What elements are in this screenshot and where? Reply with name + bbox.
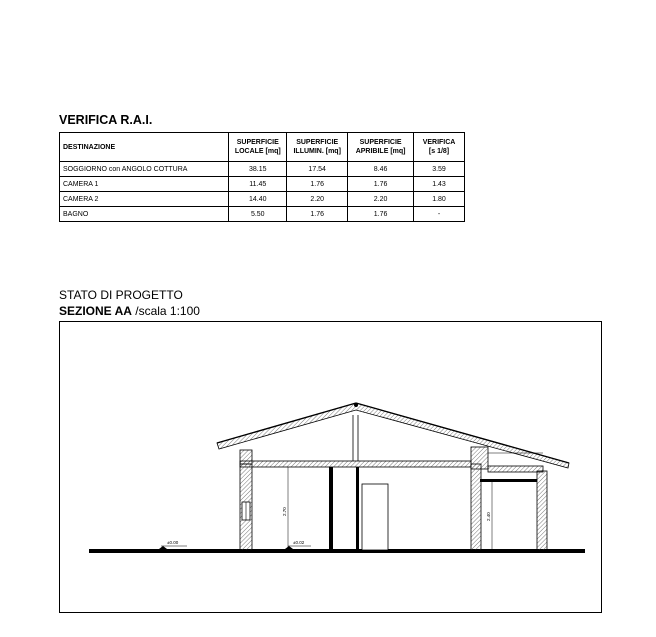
cell-verifica: - [414, 207, 465, 222]
header-verifica: VERIFICA [s 1/8] [414, 133, 465, 162]
verifica-table [59, 132, 465, 222]
cell-illum: 1.76 [287, 177, 348, 192]
cell-apribile: 1.76 [348, 177, 414, 192]
header-destinazione: DESTINAZIONE [60, 133, 229, 162]
mid-wall [471, 464, 481, 550]
cell-illum: 17.54 [287, 162, 348, 177]
cell-verifica: 1.43 [414, 177, 465, 192]
stato-di-progetto-heading: STATO DI PROGETTO [59, 288, 183, 302]
section-drawing [59, 321, 602, 613]
cell-destinazione: BAGNO [60, 207, 229, 222]
cell-apribile: 1.76 [348, 207, 414, 222]
table-row [60, 207, 465, 222]
cell-destinazione: CAMERA 2 [60, 192, 229, 207]
cell-illum: 1.76 [287, 207, 348, 222]
cell-locale: 14.40 [229, 192, 287, 207]
sezione-heading [59, 304, 200, 318]
partition-2 [356, 467, 359, 550]
ground-line [89, 549, 585, 553]
partition-1 [329, 467, 333, 550]
header-superficie-illuminante: SUPERFICIE ILLUMIN. [mq] [287, 133, 348, 162]
right-wall [537, 471, 547, 550]
cell-locale: 11.45 [229, 177, 287, 192]
cell-verifica: 3.59 [414, 162, 465, 177]
sezione-label: SEZIONE AA [59, 304, 132, 318]
cell-destinazione: CAMERA 1 [60, 177, 229, 192]
header-superficie-apribile: SUPERFICIE APRIBILE [mq] [348, 133, 414, 162]
cell-illum: 2.20 [287, 192, 348, 207]
verifica-title: VERIFICA R.A.I. [59, 113, 153, 127]
height-left: 2.70 [282, 507, 287, 516]
header-superficie-locale: SUPERFICIE LOCALE [mq] [229, 133, 287, 162]
cell-verifica: 1.80 [414, 192, 465, 207]
ceiling-slab [240, 461, 471, 467]
sezione-scale: /scala 1:100 [131, 304, 200, 318]
height-right: 2.40 [486, 512, 491, 521]
cell-locale: 5.50 [229, 207, 287, 222]
cell-apribile: 2.20 [348, 192, 414, 207]
level-exterior: ±0.00 [167, 540, 179, 545]
table-header-row [60, 133, 465, 162]
table-row [60, 192, 465, 207]
door [362, 484, 388, 550]
cell-locale: 38.15 [229, 162, 287, 177]
level-interior: ±0.02 [293, 540, 305, 545]
table-row [60, 177, 465, 192]
cell-apribile: 8.46 [348, 162, 414, 177]
cell-destinazione: SOGGIORNO con ANGOLO COTTURA [60, 162, 229, 177]
table-row [60, 162, 465, 177]
